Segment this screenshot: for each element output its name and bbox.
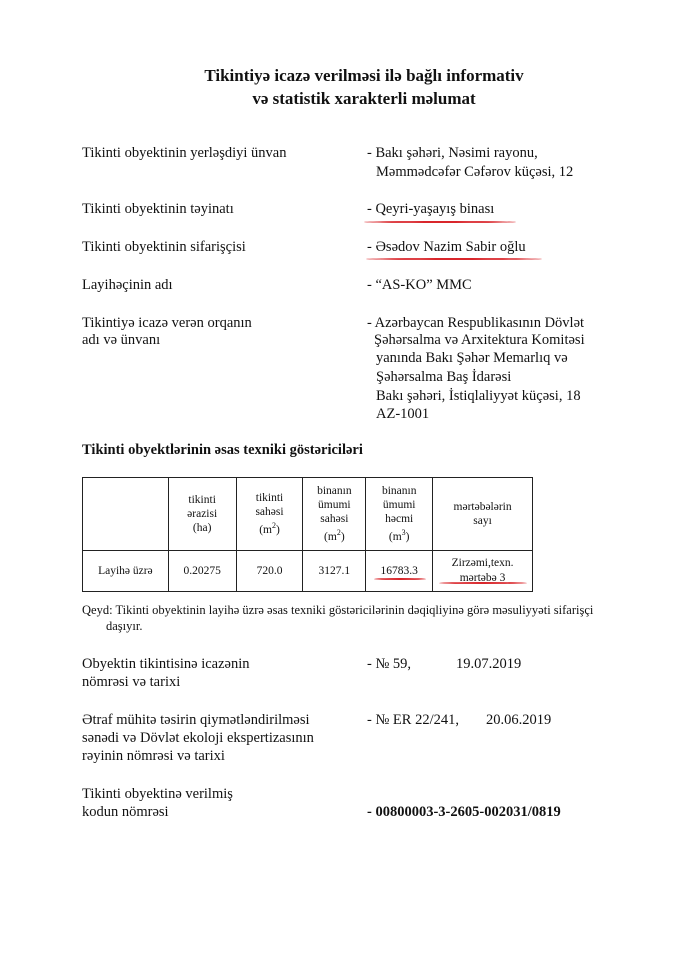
document-title <box>0 64 688 110</box>
building-area-value: 720.0 <box>236 551 303 592</box>
issuer-value-2: Şəhərsalma və Arxitektura Komitəsi <box>374 332 585 348</box>
code-label-2: kodun nömrəsi <box>82 804 169 820</box>
header-site-area: tikinti ərazisi (ha) <box>168 478 236 551</box>
header-total-volume: binanın ümumi həcmi $(m^3)$ <box>366 478 433 551</box>
total-floor-area-value: 3127.1 <box>303 551 366 592</box>
client-red-underline <box>366 258 542 260</box>
eco-label-3: rəyinin nömrəsi və tarixi <box>82 748 225 764</box>
eco-date: 20.06.2019 <box>486 712 552 728</box>
floor-count-value: Zirzəmi,texn. mərtəbə 3 <box>433 551 533 592</box>
purpose-label: Tikinti obyektinin təyinatı <box>82 201 234 217</box>
site-area-value: 0.20275 <box>168 551 236 592</box>
header-empty-cell <box>83 478 169 551</box>
eco-label-1: Ətraf mühitə təsirin qiymətləndirilməsi <box>82 712 310 728</box>
issuer-label-1: Tikintiyə icazə verən orqanın <box>82 315 252 331</box>
permit-date: 19.07.2019 <box>456 656 522 672</box>
client-label: Tikinti obyektinin sifarişçisi <box>82 239 246 255</box>
permit-label-1: Obyektin tikintisinə icazənin <box>82 656 250 672</box>
address-label: Tikinti obyektinin yerləşdiyi ünvan <box>82 145 287 161</box>
header-floor-count: mərtəbələrin sayı <box>433 478 533 551</box>
permit-label-2: nömrəsi və tarixi <box>82 674 181 690</box>
address-value-1: - Bakı şəhəri, Nəsimi rayonu, <box>367 145 538 161</box>
issuer-value-6: AZ-1001 <box>376 406 430 422</box>
eco-number: - № ER 22/241, <box>367 712 459 728</box>
note-line-2: daşıyır. <box>106 619 143 633</box>
technical-indicators-table <box>82 477 533 592</box>
section-title: Tikinti obyektlərinin əsas texniki göstəriciləri <box>82 442 363 458</box>
eco-label-2: sənədi və Dövlət ekoloji ekspertizasının <box>82 730 314 746</box>
issuer-value-5: Bakı şəhəri, İstiqlaliyyət küçəsi, 18 <box>376 388 581 404</box>
issuer-label-2: adı və ünvanı <box>82 332 161 348</box>
designer-value: - “AS-KO” MMC <box>367 277 472 293</box>
title-line-1: Tikintiyə icazə verilməsi ilə bağlı informativ <box>204 66 524 85</box>
note-line-1: Qeyd: Tikinti obyektinin layihə üzrə əsas texniki göstəricilərinin dəqiqliyinə görə məsuliyyəti sifarişçi <box>82 603 594 617</box>
issuer-value-4: Şəhərsalma Baş İdarəsi <box>376 369 512 385</box>
code-value: - 00800003-3-2605-002031/0819 <box>367 804 561 820</box>
issuer-value-3: yanında Bakı Şəhər Memarlıq və <box>376 350 568 366</box>
permit-number: - № 59, <box>367 656 412 672</box>
row-label: Layihə üzrə <box>83 551 169 592</box>
issuer-value-1: - Azərbaycan Respublikasının Dövlət <box>367 315 585 331</box>
purpose-red-underline <box>364 221 516 223</box>
floor-count-red-underline <box>439 582 527 584</box>
header-total-floor-area: binanın ümumi sahəsi $(m^2)$ <box>303 478 366 551</box>
purpose-value: - Qeyri-yaşayış binası <box>367 201 495 217</box>
header-building-area: tikinti sahəsi $(m^2)$ <box>236 478 303 551</box>
code-label-1: Tikinti obyektinə verilmiş <box>82 786 233 802</box>
volume-red-underline <box>374 578 426 580</box>
total-volume-value: 16783.3 <box>366 551 433 592</box>
table-header-row <box>83 478 533 551</box>
title-line-2: və statistik xarakterli məlumat <box>252 89 476 108</box>
client-value: - Əsədov Nazim Sabir oğlu <box>367 239 526 255</box>
address-value-2: Məmmədcəfər Cəfərov küçəsi, 12 <box>376 164 574 180</box>
table-row <box>83 551 533 592</box>
designer-label: Layihəçinin adı <box>82 277 173 293</box>
